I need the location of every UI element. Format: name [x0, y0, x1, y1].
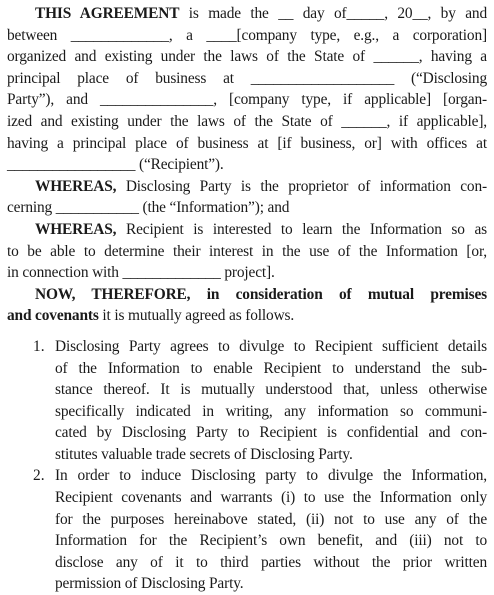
whereas-label: WHEREAS,: [35, 220, 117, 238]
therefore-line: [7, 284, 487, 306]
list-item-line: specifically indicated in writing, any information so communi-: [55, 402, 487, 420]
section-spacer: [7, 327, 487, 336]
preamble-line: [7, 111, 487, 133]
preamble-line: [7, 89, 487, 111]
whereas-line: [7, 176, 487, 198]
list-item-line: Recipient covenants and warrants (i) to use the Information only: [55, 489, 487, 507]
preamble-line: [7, 25, 487, 47]
list-item: [7, 465, 487, 595]
preamble-text: Party”), and _______________, [company type, if applicable] [organ-: [7, 91, 487, 109]
therefore-text: it is mutually agreed as follows.: [98, 307, 295, 325]
list-item-line: In order to induce Disclosing party to divulge the Information,: [55, 467, 487, 485]
list-item-line: permission of Disclosing Party.: [55, 575, 244, 593]
whereas-line: [7, 241, 487, 263]
list-item-line: disclose any of it to third parties without the prior written: [55, 553, 487, 571]
therefore-heading: and covenants: [7, 307, 99, 325]
whereas-line: [7, 262, 487, 284]
agreement-document: [7, 3, 487, 595]
preamble-text: between _____________, a ____[company type, e.g., a corporation]: [7, 26, 487, 44]
preamble-text: is made the __ day of_____, 20__, by and: [179, 5, 487, 22]
preamble-text: organized and existing under the laws of the State of ______, having a: [7, 48, 487, 66]
preamble-text: ized and existing under the laws of the State of ______, if applicable],: [7, 112, 487, 130]
list-item-line: for the purposes hereinabove stated, (ii) not to use any of the: [55, 510, 487, 528]
list-item-line: Disclosing Party agrees to divulge to Recipient sufficient details: [55, 337, 487, 355]
preamble-line: [7, 3, 487, 25]
list-item-number: 2.: [33, 467, 45, 485]
numbered-list: [7, 336, 487, 595]
preamble-line: [7, 46, 487, 68]
list-item-line: stance thereof. It is mutually understood that, unless otherwise: [55, 381, 487, 399]
whereas-line: [7, 197, 487, 219]
therefore-paragraph: [7, 284, 487, 327]
preamble-line: [7, 68, 487, 90]
list-item-line: cated by Disclosing Party to Recipient is confidential and con-: [55, 424, 487, 442]
preamble-text: principal place of business at ___________________ (“Disclosing: [7, 69, 487, 87]
preamble-line: [7, 154, 487, 176]
whereas-text: Disclosing Party is the proprietor of information con-: [116, 177, 487, 195]
therefore-heading: NOW, THEREFORE, in consideration of mutual premises: [35, 285, 487, 303]
list-item: [7, 336, 487, 466]
preamble-line: [7, 133, 487, 155]
whereas-paragraph-2: [7, 219, 487, 284]
whereas-paragraph-1: [7, 176, 487, 219]
whereas-line: [7, 219, 487, 241]
whereas-label: WHEREAS,: [35, 177, 117, 195]
preamble-text: having a principal place of business at [if business, or] with offices at: [7, 134, 487, 152]
whereas-text: to be able to determine their interest in the use of the Information [or,: [7, 242, 487, 260]
whereas-text: in connection with _____________ project].: [7, 264, 275, 282]
list-item-line: Information for the Recipient’s own benefit, and (iii) not to: [55, 532, 487, 550]
list-item-line: of the Information to enable Recipient to understand the sub-: [55, 359, 487, 377]
therefore-line: [7, 305, 487, 327]
list-item-number: 1.: [33, 337, 45, 355]
whereas-text: Recipient is interested to learn the Information so as: [116, 220, 487, 238]
preamble-text: _________________ (“Recipient”).: [7, 156, 224, 174]
whereas-text: cerning ___________ (the “Information”); and: [7, 199, 290, 217]
preamble-paragraph: [7, 3, 487, 176]
agreement-heading: THIS AGREEMENT: [35, 5, 180, 22]
list-item-line: stitutes valuable trade secrets of Disclosing Party.: [55, 445, 353, 463]
